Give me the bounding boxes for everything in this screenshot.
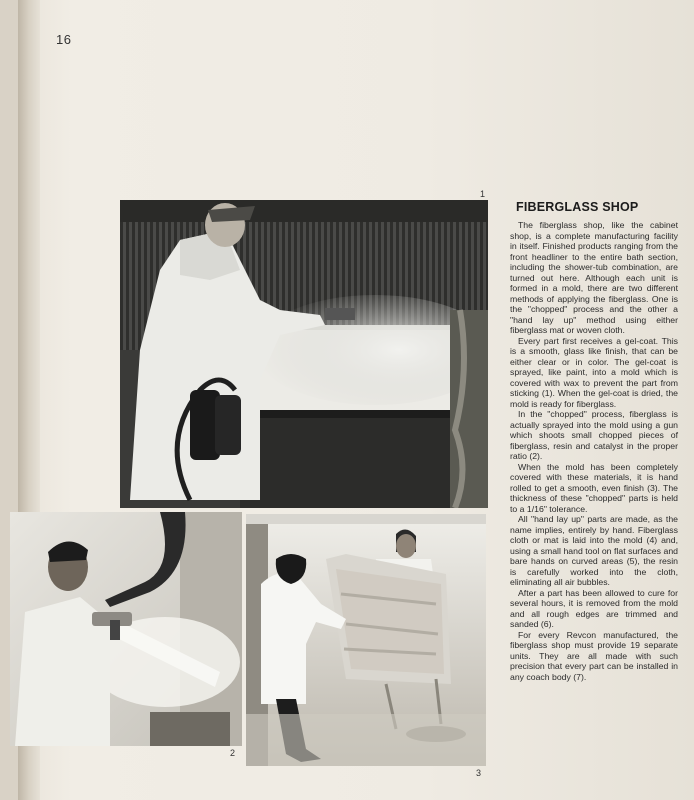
article-paragraph: For every Revcon manufactured, the fiberglass shop must provide 19 separate units. They are all made with such precision that every part can be installed in any coach body (7). — [510, 629, 678, 682]
article-paragraph: In the "chopped" process, fiberglass is actually sprayed into the mold using a gun which shoots small chopped pieces of fiberglass, resin and catalyst in the proper ratio (2). — [510, 409, 678, 461]
photo-number-3: 3 — [476, 768, 482, 778]
photo-workers-hand-lay-up — [246, 514, 486, 766]
photo-worker-chopper-gun — [10, 512, 242, 746]
photo-worker-spraying-gelcoat — [120, 200, 488, 508]
article-paragraph: All "hand lay up" parts are made, as the name implies, entirely by hand. Fiberglass cloth or mat is laid into the mold (4) and, using a small hand tool on flat surfaces and bare hands on curved areas (5), the resin is carefully worked into the cloth, eliminating all air bubbles. — [510, 514, 678, 587]
article-paragraph: Every part first receives a gel-coat. This is a smooth, glass like finish, that can be either clear or in color. The gel-coat is sprayed, like paint, into a mold which is covered with wax to prevent the part from sticking (1). When the gel-coat is dried, the mold is ready for fiberglass. — [510, 335, 678, 409]
article-paragraph: When the mold has been completely covered with these materials, it is hand rolled to get a smooth, even finish (3). The thickness of these "chopped" parts is held to a 1/16" tolerance. — [510, 461, 678, 514]
article-title: FIBERGLASS SHOP — [516, 200, 639, 214]
page-number: 16 — [56, 32, 72, 47]
photo-number-2: 2 — [230, 748, 236, 758]
article-paragraph: After a part has been allowed to cure for several hours, it is removed from the mold and all rough edges are trimmed and sanded (6). — [510, 587, 678, 629]
article-fiberglass-shop — [510, 200, 678, 682]
article-paragraph: The fiberglass shop, like the cabinet shop, is a complete manufacturing facility in itself. Finished products ranging from the front headliner to the entire bath section, including the shower-tub combination, are turned out here. Although each unit is formed in a mold, there are two different methods of applying the fiberglass. One is the "chopped" process and the other a "hand lay up" method using either fiberglass mat or woven cloth. — [510, 220, 678, 335]
photo-number-1: 1 — [480, 189, 486, 199]
